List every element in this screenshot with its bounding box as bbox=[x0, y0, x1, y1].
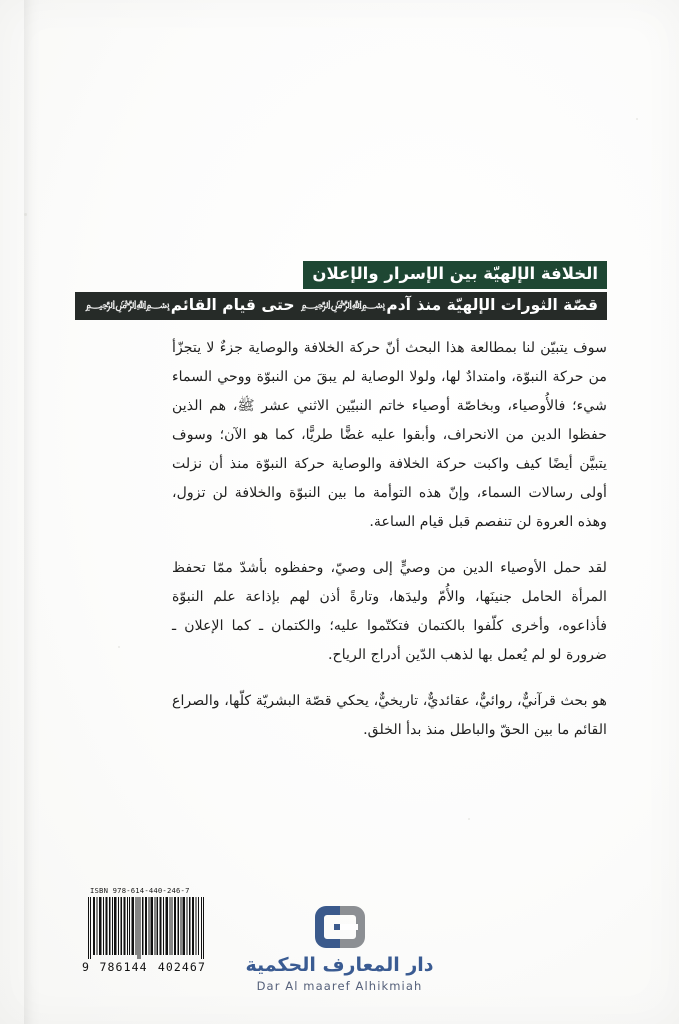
blurb-paragraph-2: لقد حمل الأوصياء الدين من وصيٍّ إلى وصيّ، وحفظوه بأشدّ ممّا تحفظ المرأة الحامل جنينَها، والأُمّ وليدَها، وتارةً أذن لهم بإذاعة علم النبوّة فأذاعوه، وأخرى كلّفوا بالكتمان فتكتّموا عليه؛ والكتمان ـ كما الإعلان ـ ضرورة لو لم يُعمل بها لذهب الدّين أدراج الرياح. bbox=[172, 560, 607, 663]
barcode-digit-lead: 9 bbox=[82, 960, 90, 974]
publisher-name-english: Dar Al maaref Alhikmiah bbox=[256, 979, 423, 993]
barcode-digit-right: 402467 bbox=[157, 960, 206, 974]
honorific-symbol-icon: ﷽ bbox=[85, 297, 170, 311]
publisher-logo-icon bbox=[314, 905, 366, 949]
paper-speck bbox=[24, 213, 27, 216]
back-cover-blurb bbox=[172, 334, 607, 745]
banner-subtitle-part2: حتى قيام القائم bbox=[170, 295, 295, 314]
isbn-label-text: ISBN 978-614-440-246-7 bbox=[90, 886, 190, 895]
banner-subtitle-part1: قصّة الثورات الإلهيّة منذ آدم bbox=[386, 295, 598, 314]
blurb-paragraph-1: سوف يتبيّن لنا بمطالعة هذا البحث أنّ حركة الخلافة والوصاية جزءٌ لا يتجزّأ من حركة النبوّة، وامتدادٌ لها، ولولا الوصاية لم يبقَ من النبوّة ووحي السماء شيء؛ فالأُوصياء، وبخاصّة أوصياء خاتم النبيّين الاثني عشر ﷺ، هم الذين حفظوا الدين من الانحراف، وأبقوا عليه غضًّا طريًّا، كما هو الآن؛ وسوف يتبيَّن أيضًا كيف واكبت حركة الخلافة والوصاية حركة النبوّة منذ أن نزلت أولى رسالات السماء، وإنّ هذه التوأمة ما بين النبوّة والخلافة لن تزول، وهذه العروة لن تنفصم قبل قيام الساعة. bbox=[172, 340, 607, 530]
paper-speck bbox=[118, 646, 120, 648]
publisher-block bbox=[0, 905, 679, 993]
publisher-name-arabic: دار المعارف الحكمية bbox=[245, 954, 434, 976]
spine-shadow bbox=[24, 0, 40, 1024]
barcode-digit-left: 786144 bbox=[99, 960, 148, 974]
paper-speck bbox=[636, 118, 638, 120]
paper-speck bbox=[468, 818, 470, 820]
banner-main-title: الخلافة الإلهيّة بين الإسرار والإعلان bbox=[303, 261, 607, 289]
banner-subtitle bbox=[75, 292, 607, 321]
honorific-symbol-icon: ﷽ bbox=[300, 297, 386, 311]
blurb-paragraph-3: هو بحث قرآنيٌّ، روائيٌّ، عقائديٌّ، تاريخيٌّ، يحكي قصّة البشريّة كلّها، والصراع القائم ما بين الحقّ والباطل منذ بدأ الخلق. bbox=[172, 693, 607, 738]
title-banner-group bbox=[75, 261, 607, 320]
